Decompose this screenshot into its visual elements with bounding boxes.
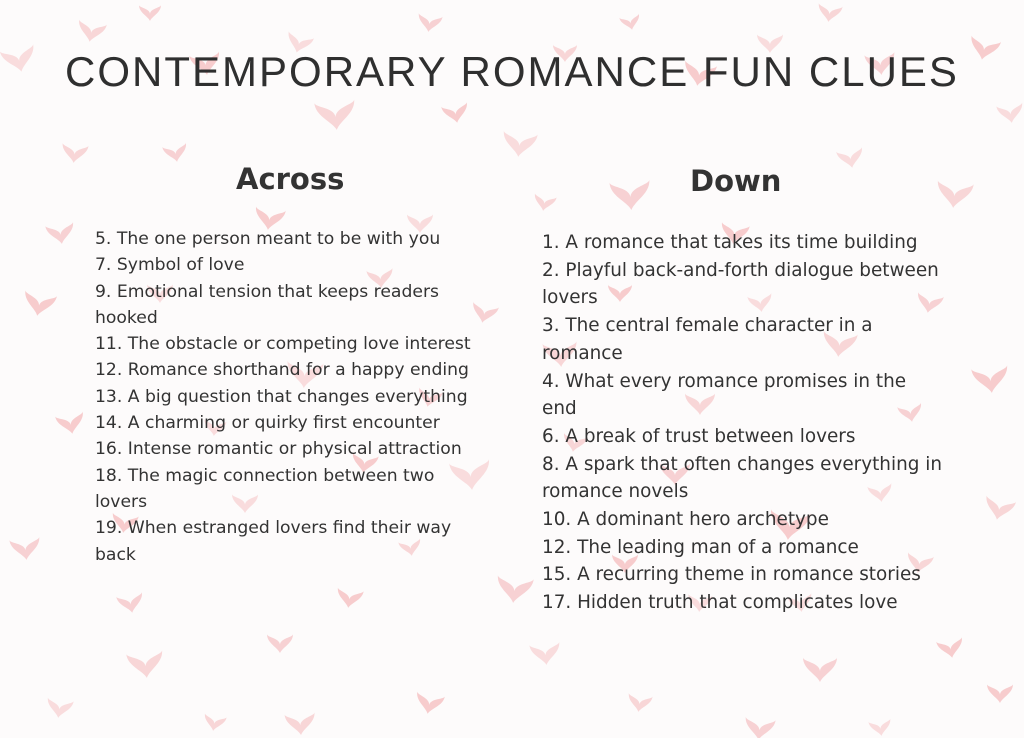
heart-icon xyxy=(935,180,974,210)
heart-icon xyxy=(441,102,470,125)
heart-icon xyxy=(996,102,1024,124)
heart-icon xyxy=(414,691,445,716)
heart-icon xyxy=(139,5,161,21)
down-clue: 4. What every romance promises in the end xyxy=(542,370,907,420)
heart-icon xyxy=(116,592,145,615)
heart-icon xyxy=(532,193,556,213)
down-clue: 17. Hidden truth that complicates love xyxy=(542,592,898,614)
heart-icon xyxy=(501,131,537,159)
across-clue: 11. The obstacle or competing love interest xyxy=(95,334,471,355)
heart-icon xyxy=(803,657,837,682)
heart-icon xyxy=(335,587,363,609)
heart-icon xyxy=(61,143,89,164)
across-clue: 7. Symbol of love xyxy=(95,255,245,276)
down-heading: Down xyxy=(690,164,782,198)
heart-icon xyxy=(45,222,76,246)
heart-icon xyxy=(495,575,534,605)
down-clue: 6. A break of trust between lovers xyxy=(542,425,856,447)
heart-icon xyxy=(202,713,226,733)
down-clue: 2. Playful back-and-forth dialogue between lovers xyxy=(542,259,939,309)
heart-icon xyxy=(626,693,652,714)
heart-icon xyxy=(126,650,165,680)
heart-icon xyxy=(55,411,86,436)
heart-icon xyxy=(45,697,73,719)
down-clue: 12. The leading man of a romance xyxy=(542,536,859,558)
heart-icon xyxy=(619,14,642,32)
heart-icon xyxy=(982,495,1016,523)
heart-icon xyxy=(936,637,965,660)
page-title: CONTEMPORARY ROMANCE FUN CLUES xyxy=(65,48,959,95)
heart-icon xyxy=(285,712,316,736)
heart-icon xyxy=(836,147,865,170)
down-clue: 10. A dominant hero archetype xyxy=(542,509,829,531)
heart-icon xyxy=(314,99,356,131)
across-clue: 14. A charming or quirky first encounter xyxy=(95,413,440,434)
heart-icon xyxy=(987,684,1013,703)
across-clue: 9. Emotional tension that keeps readers hooked xyxy=(95,281,439,328)
heart-icon xyxy=(971,365,1010,395)
heart-icon xyxy=(816,3,842,24)
down-clue: 15. A recurring theme in romance stories xyxy=(542,564,921,586)
down-clue-list xyxy=(542,229,942,617)
heart-icon xyxy=(529,642,561,667)
across-clue: 13. A big question that changes everything xyxy=(95,386,468,407)
heart-icon xyxy=(162,143,189,164)
down-clue: 8. A spark that often changes everything in romance novels xyxy=(542,453,943,503)
heart-icon xyxy=(609,180,651,212)
across-clue: 19. When estranged lovers find their way back xyxy=(95,518,452,565)
across-clue: 5. The one person meant to be with you xyxy=(95,229,441,249)
across-clue: 16. Intense romantic or physical attraction xyxy=(95,439,462,460)
across-clue: 18. The magic connection between two lovers xyxy=(95,465,435,512)
heart-icon xyxy=(416,13,442,34)
heart-icon xyxy=(744,717,776,738)
across-clue-list xyxy=(95,226,490,568)
across-heading: Across xyxy=(236,162,345,196)
heart-icon xyxy=(76,19,107,44)
heart-icon xyxy=(9,537,41,562)
down-clue: 1. A romance that takes its time building xyxy=(542,232,918,253)
heart-icon xyxy=(267,634,293,653)
down-clue: 3. The central female character in a romance xyxy=(542,315,873,364)
heart-icon xyxy=(868,719,892,738)
across-clue: 12. Romance shorthand for a happy ending xyxy=(95,360,469,381)
heart-icon xyxy=(21,290,57,318)
